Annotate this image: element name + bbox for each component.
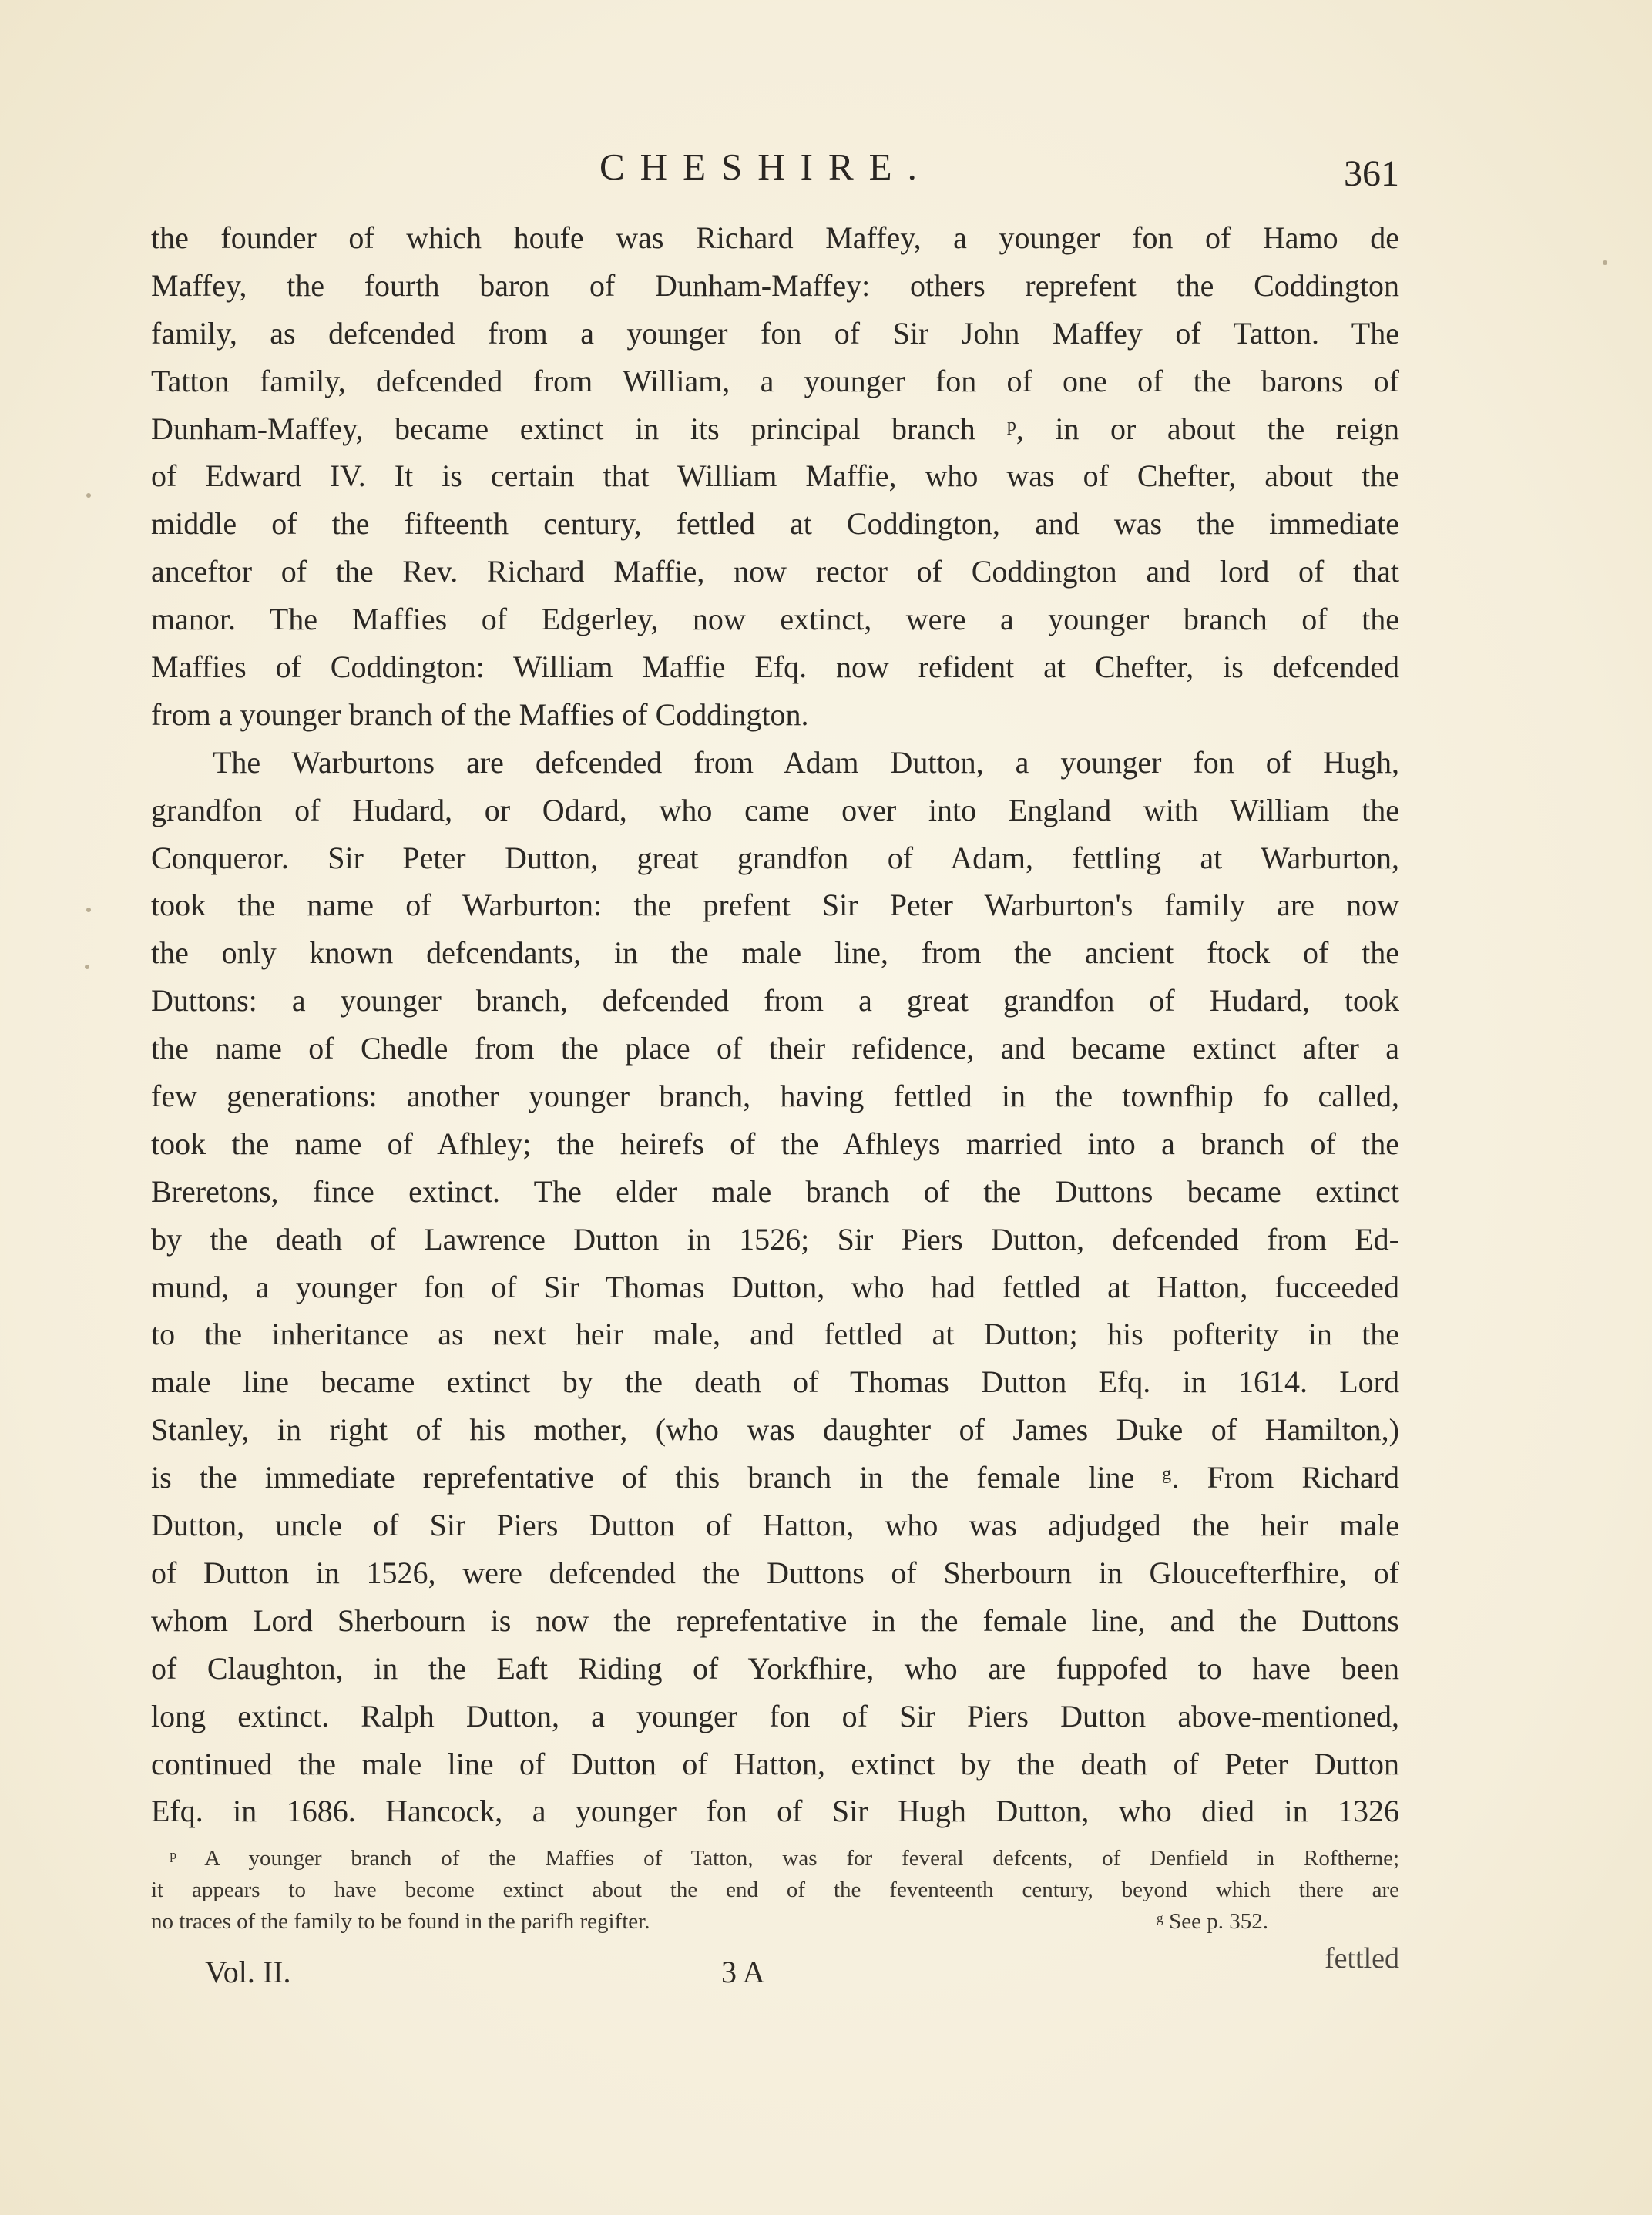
text-line: of Claughton, in the Eaft Riding of Yorkfhire, who are fuppofed to have been bbox=[151, 1650, 1399, 1686]
text-line: the founder of which houfe was Richard Maffey, a younger fon of Hamo de bbox=[151, 220, 1399, 255]
text-line: male line became extinct by the death of Thomas Dutton Efq. in 1614. Lord bbox=[151, 1364, 1399, 1400]
page-header bbox=[151, 145, 1399, 199]
footnote-p-line: ᵖ A younger branch of the Maffies of Tatton, was for feveral defcents, of Denfield in Roftherne; bbox=[170, 1846, 1399, 1871]
footnote-q: ᵍ See p. 352. bbox=[1157, 1909, 1268, 1934]
text-line: Stanley, in right of his mother, (who was daughter of James Duke of Hamilton,) bbox=[151, 1412, 1399, 1448]
text-line: the name of Chedle from the place of their refidence, and became extinct after a bbox=[151, 1031, 1399, 1066]
running-head: CHESHIRE. bbox=[599, 146, 932, 188]
text-line: Conqueror. Sir Peter Dutton, great grandfon of Adam, fettling at Warburton, bbox=[151, 840, 1399, 875]
footnote-final-line bbox=[151, 1906, 1399, 1938]
text-line: mund, a younger fon of Sir Thomas Dutton, who had fettled at Hatton, fucceeded bbox=[151, 1269, 1399, 1304]
text-line: Breretons, fince extinct. The elder male branch of the Duttons became extinct bbox=[151, 1173, 1399, 1209]
text-line: Maffey, the fourth baron of Dunham-Maffey: others reprefent the Coddington bbox=[151, 267, 1399, 303]
paragraph-end-line: from a younger branch of the Maffies of Coddington. bbox=[151, 696, 809, 732]
text-line: grandfon of Hudard, or Odard, who came over into England with William the bbox=[151, 792, 1399, 827]
text-line: to the inheritance as next heir male, and fettled at Dutton; his pofterity in the bbox=[151, 1317, 1399, 1352]
text-line: by the death of Lawrence Dutton in 1526; Sir Piers Dutton, defcended from Ed- bbox=[151, 1221, 1399, 1257]
catchword: fettled bbox=[1324, 1942, 1399, 1975]
margin-speck bbox=[86, 493, 91, 498]
page-number: 361 bbox=[1344, 153, 1399, 194]
text-line: anceftor of the Rev. Richard Maffie, now rector of Coddington and lord of that bbox=[151, 554, 1399, 589]
text-line: Dunham-Maffey, became extinct in its principal branch ᵖ, in or about the reign bbox=[151, 411, 1399, 446]
margin-speck bbox=[1603, 260, 1607, 265]
footnote-p-line: it appears to have become extinct about the end of the feventeenth century, beyond which there are bbox=[151, 1878, 1399, 1902]
text-line: took the name of Afhley; the heirefs of the Afhleys married into a branch of the bbox=[151, 1126, 1399, 1161]
text-line: manor. The Maffies of Edgerley, now extinct, were a younger branch of the bbox=[151, 602, 1399, 637]
text-line: few generations: another younger branch, having fettled in the townfhip fo called, bbox=[151, 1079, 1399, 1114]
footnote-p-line: no traces of the family to be found in the parifh regifter. bbox=[151, 1909, 650, 1934]
margin-speck bbox=[85, 965, 89, 969]
page-footer bbox=[151, 1941, 1399, 1995]
text-line: continued the male line of Dutton of Hatton, extinct by the death of Peter Dutton bbox=[151, 1746, 1399, 1781]
text-line: took the name of Warburton: the prefent Sir Peter Warburton's family are now bbox=[151, 888, 1399, 923]
body-text bbox=[151, 214, 1399, 1835]
text-line: Efq. in 1686. Hancock, a younger fon of Sir Hugh Dutton, who died in 1326 bbox=[151, 1794, 1399, 1829]
footnotes bbox=[151, 1843, 1399, 1938]
text-line: of Edward IV. It is certain that William Maffie, who was of Chefter, about the bbox=[151, 458, 1399, 494]
text-line: the only known defcendants, in the male line, from the ancient ftock of the bbox=[151, 935, 1399, 971]
volume-label: Vol. II. bbox=[205, 1955, 291, 1989]
text-line: middle of the fifteenth century, fettled at Coddington, and was the immediate bbox=[151, 506, 1399, 542]
signature-mark: 3 A bbox=[721, 1955, 765, 1989]
text-line: Duttons: a younger branch, defcended from a great grandfon of Hudard, took bbox=[151, 983, 1399, 1019]
text-line: is the immediate reprefentative of this branch in the female line ᵍ. From Richard bbox=[151, 1460, 1399, 1495]
text-line: family, as defcended from a younger fon of Sir John Maffey of Tatton. The bbox=[151, 315, 1399, 351]
text-line: whom Lord Sherbourn is now the reprefentative in the female line, and the Duttons bbox=[151, 1603, 1399, 1638]
paragraph-start-line: The Warburtons are defcended from Adam Dutton, a younger fon of Hugh, bbox=[213, 744, 1399, 780]
text-line: Tatton family, defcended from William, a younger fon of one of the barons of bbox=[151, 363, 1399, 398]
text-line: long extinct. Ralph Dutton, a younger fon of Sir Piers Dutton above-mentioned, bbox=[151, 1698, 1399, 1733]
margin-speck bbox=[86, 908, 91, 912]
text-line: Maffies of Coddington: William Maffie Efq. now refident at Chefter, is defcended bbox=[151, 649, 1399, 685]
text-line: Dutton, uncle of Sir Piers Dutton of Hatton, who was adjudged the heir male bbox=[151, 1508, 1399, 1543]
text-line: of Dutton in 1526, were defcended the Duttons of Sherbourn in Gloucefterfhire, of bbox=[151, 1555, 1399, 1590]
